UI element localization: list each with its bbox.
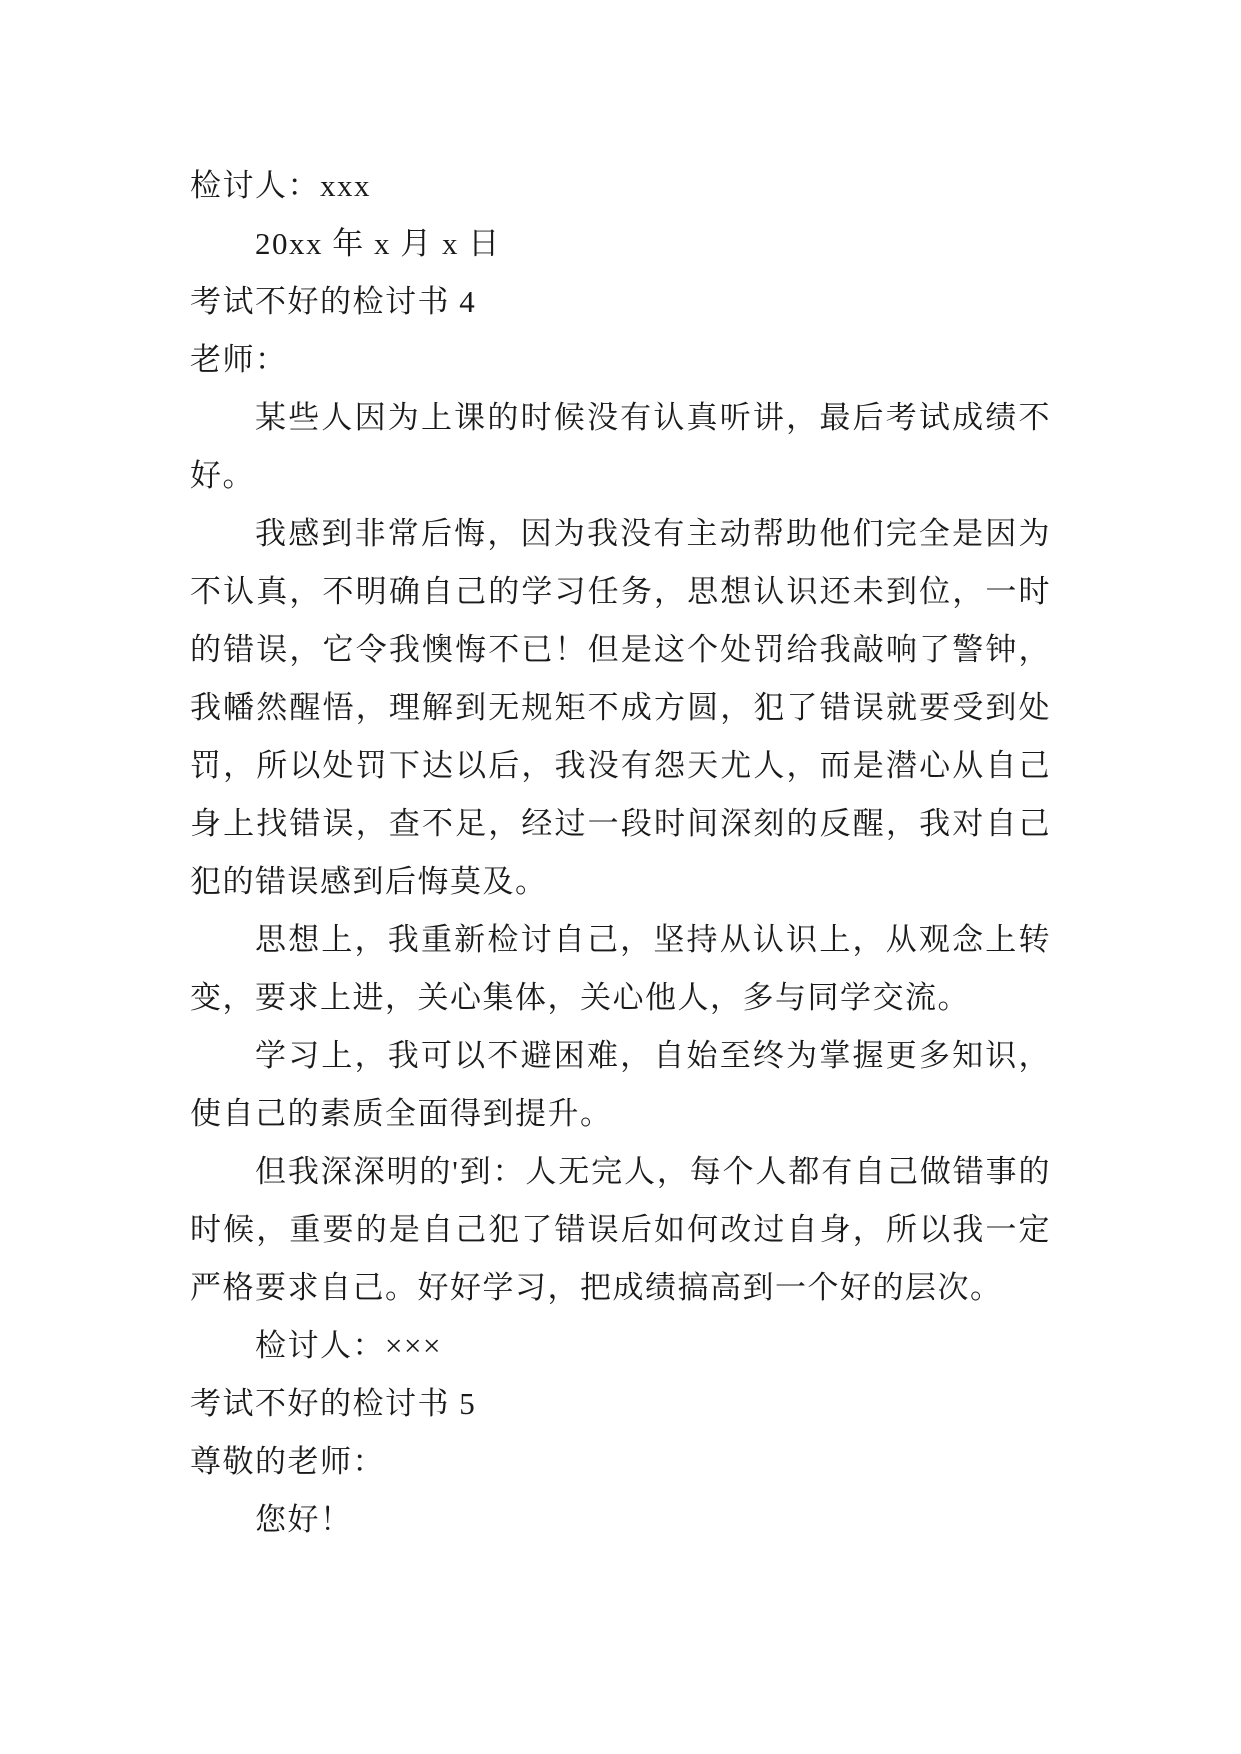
paragraph-10: 检讨人：××× bbox=[255, 1328, 442, 1363]
paragraph-4: 老师： bbox=[190, 342, 288, 377]
paragraph-7: 思想上，我重新检讨自己，坚持从认识上，从观念上转变，要求上进，关心集体，关心他人，多与同学交流。 bbox=[190, 922, 1051, 1015]
paragraph-9: 但我深深明的'到：人无完人，每个人都有自己做错事的时候，重要的是自己犯了错误后如何改过自身，所以我一定严格要求自己。好好学习，把成绩搞高到一个好的层次。 bbox=[190, 1154, 1051, 1305]
paragraph-2: 20xx 年 x 月 x 日 bbox=[255, 226, 501, 261]
paragraph-8: 学习上，我可以不避困难，自始至终为掌握更多知识，使自己的素质全面得到提升。 bbox=[190, 1038, 1051, 1131]
document-body bbox=[190, 157, 1051, 1549]
paragraph-6: 我感到非常后悔，因为我没有主动帮助他们完全是因为不认真，不明确自己的学习任务，思想认识还未到位，一时的错误，它令我懊悔不已！但是这个处罚给我敲响了警钟，我幡然醒悟，理解到无规矩不成方圆，犯了错误就要受到处罚，所以处罚下达以后，我没有怨天尤人，而是潜心从自己身上找错误，查不足，经过一段时间深刻的反醒，我对自己犯的错误感到后悔莫及。 bbox=[190, 516, 1051, 899]
paragraph-13: 您好！ bbox=[255, 1502, 353, 1537]
paragraph-11: 考试不好的检讨书 5 bbox=[190, 1386, 477, 1421]
paragraph-5: 某些人因为上课的时候没有认真听讲，最后考试成绩不好。 bbox=[190, 400, 1051, 493]
paragraph-1: 检讨人：xxx bbox=[190, 168, 371, 203]
paragraph-12: 尊敬的老师： bbox=[190, 1444, 385, 1479]
paragraph-3: 考试不好的检讨书 4 bbox=[190, 284, 477, 319]
